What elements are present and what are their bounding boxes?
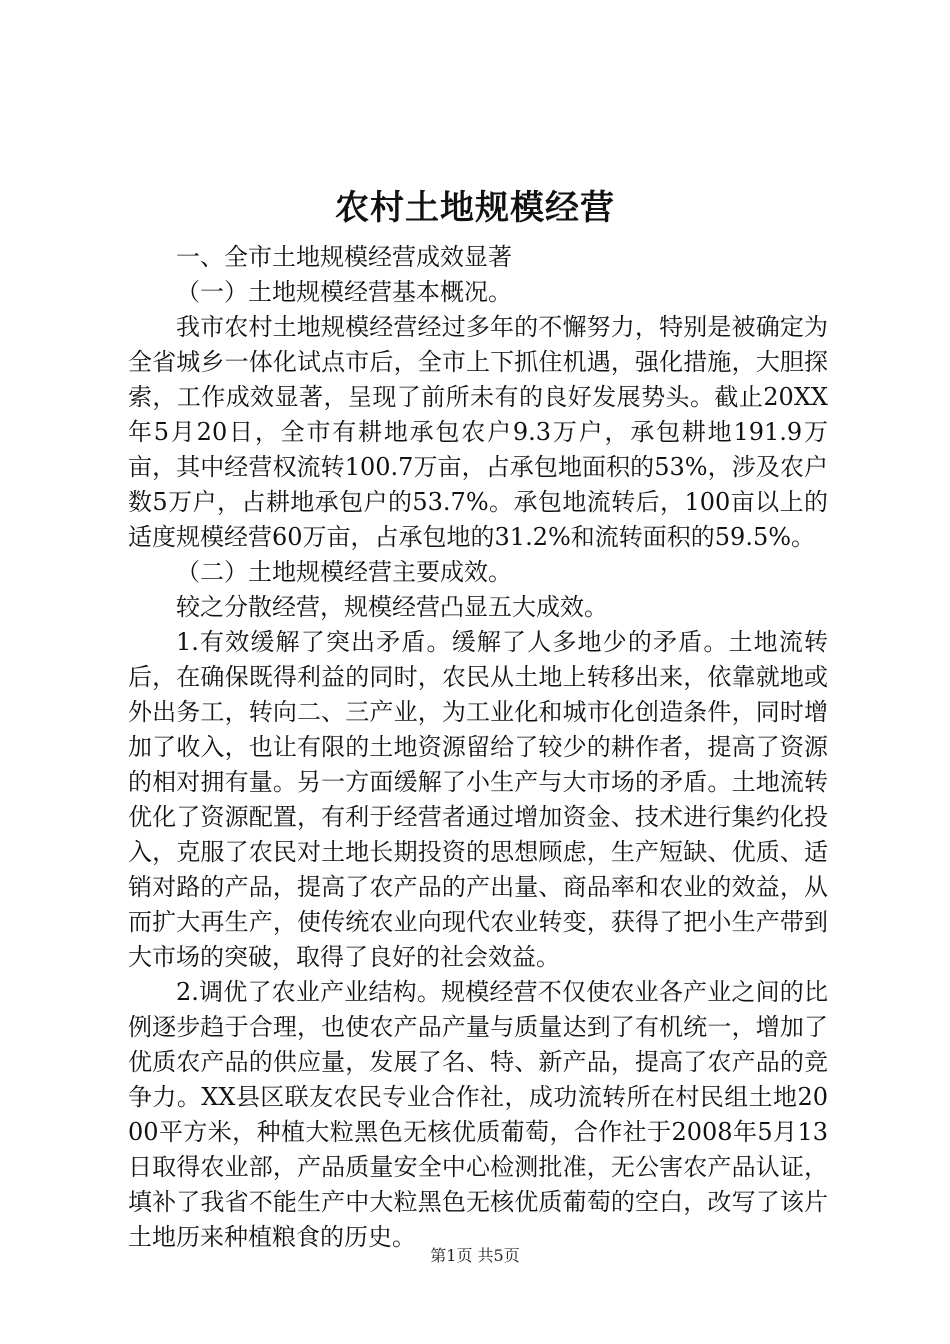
document-title: 农村土地规模经营 xyxy=(335,188,615,228)
page-footer: 第1页 共5页 xyxy=(430,1246,520,1265)
paragraph-point-1: 1.有效缓解了突出矛盾。缓解了人多地少的矛盾。土地流转后，在确保既得利益的同时，农民从土地上转移出来，依靠就地或外出务工，转向二、三产业，为工业化和城市化创造条件，同时增加了收入，也让有限的土地资源留给了较少的耕作者，提高了资源的相对拥有量。另一方面缓解了小生产与大市场的矛盾。土地流转优化了资源配置，有利于经营者通过增加资金、技术进行集约化投入，克服了农民对土地长期投资的思想顾虑，生产短缺、优质、适销对路的产品，提高了农产品的产出量、商品率和农业的效益，从而扩大再生产，使传统农业向现代农业转变，获得了把小生产带到大市场的突破，取得了良好的社会效益。 xyxy=(128,628,828,971)
subsection-heading-2: （二）土地规模经营主要成效。 xyxy=(176,558,512,586)
paragraph-point-2: 2.调优了农业产业结构。规模经营不仅使农业各产业之间的比例逐步趋于合理，也使农产品产量与质量达到了有机统一，增加了优质农产品的供应量，发展了名、特、新产品，提高了农产品的竞争力。XX县区联友农民专业合作社，成功流转所在村民组土地2000平方米，种植大粒黑色无核优质葡萄，合作社于2008年5月13日取得农业部，产品质量安全中心检测批准，无公害农产品认证，填补了我省不能生产中大粒黑色无核优质葡萄的空白，改写了该片土地历来种植粮食的历史。 xyxy=(128,978,828,1251)
document-body xyxy=(128,240,828,1255)
subsection-heading-1: （一）土地规模经营基本概况。 xyxy=(176,278,512,306)
paragraph-intro: 较之分散经营，规模经营凸显五大成效。 xyxy=(176,593,608,621)
section-heading-1: 一、全市土地规模经营成效显著 xyxy=(176,243,512,271)
paragraph-overview: 我市农村土地规模经营经过多年的不懈努力，特别是被确定为全省城乡一体化试点市后，全市上下抓住机遇，强化措施，大胆探索，工作成效显著，呈现了前所未有的良好发展势头。截止20XX年5月20日，全市有耕地承包农户9.3万户，承包耕地191.9万亩，其中经营权流转100.7万亩，占承包地面积的53%，涉及农户数5万户，占耕地承包户的53.7%。承包地流转后，100亩以上的适度规模经营60万亩，占承包地的31.2%和流转面积的59.5%。 xyxy=(128,313,828,551)
